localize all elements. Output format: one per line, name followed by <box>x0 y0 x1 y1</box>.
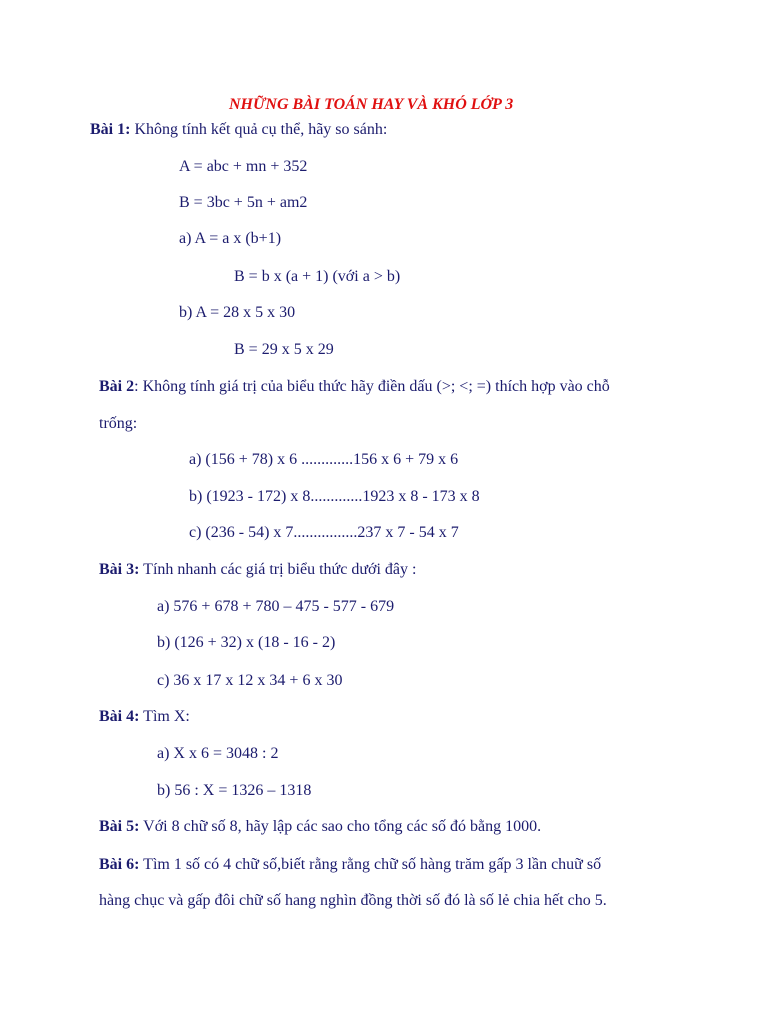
problem-3-item: b) (126 + 32) x (18 - 16 - 2) <box>157 634 336 651</box>
problem-1-item: A = abc + mn + 352 <box>179 158 308 175</box>
problem-2-heading <box>99 377 610 397</box>
problem-6-heading <box>99 855 601 875</box>
problem-2-item: b) (1923 - 172) x 8.............1923 x 8 - 173 x 8 <box>189 488 480 505</box>
problem-6-label: Bài 6: <box>99 856 140 873</box>
problem-1-item: b) A = 28 x 5 x 30 <box>179 304 296 321</box>
problem-5-label: Bài 5: <box>99 818 140 835</box>
problem-2-text: : Không tính giá trị của biểu thức hãy điền dấu (>; <; =) thích hợp vào chỗ <box>134 378 610 395</box>
problem-6-text-continued: hàng chục và gấp đôi chữ số hang nghìn đồng thời số đó là số lẻ chia hết cho 5. <box>99 892 607 909</box>
problem-1-text: Không tính kết quả cụ thể, hãy so sánh: <box>130 121 388 138</box>
problem-1-heading <box>90 120 387 140</box>
problem-2-text-continued: trống: <box>99 415 138 432</box>
problem-5-heading <box>99 817 541 837</box>
problem-4-item: b) 56 : X = 1326 – 1318 <box>157 782 312 799</box>
problem-1-label: Bài 1: <box>90 121 131 138</box>
problem-3-item: c) 36 x 17 x 12 x 34 + 6 x 30 <box>157 672 343 689</box>
document-title: NHỮNG BÀI TOÁN HAY VÀ KHÓ LỚP 3 <box>229 96 514 113</box>
problem-2-item: a) (156 + 78) x 6 .............156 x 6 + 79 x 6 <box>189 451 459 468</box>
problem-3-text: Tính nhanh các giá trị biểu thức dưới đây : <box>139 561 417 578</box>
problem-2-label: Bài 2 <box>99 378 135 395</box>
problem-6-text: Tìm 1 số có 4 chữ số,biết rằng rằng chữ số hàng trăm gấp 3 lần chuữ số <box>139 856 602 873</box>
problem-1-item: B = b x (a + 1) (với a > b) <box>234 268 401 285</box>
problem-5-text: Với 8 chữ số 8, hãy lập các sao cho tổng các số đó bằng 1000. <box>139 818 542 835</box>
problem-3-label: Bài 3: <box>99 561 140 578</box>
problem-3-heading <box>99 560 416 580</box>
problem-1-item: B = 3bc + 5n + am2 <box>179 194 308 211</box>
problem-4-text: Tìm X: <box>139 708 190 725</box>
problem-3-item: a) 576 + 678 + 780 – 475 - 577 - 679 <box>157 598 395 615</box>
problem-1-item: B = 29 x 5 x 29 <box>234 341 334 358</box>
problem-4-item: a) X x 6 = 3048 : 2 <box>157 745 279 762</box>
problem-4-label: Bài 4: <box>99 708 140 725</box>
problem-4-heading <box>99 707 190 727</box>
problem-2-item: c) (236 - 54) x 7................237 x 7 - 54 x 7 <box>189 524 459 541</box>
problem-1-item: a) A = a x (b+1) <box>179 230 282 247</box>
